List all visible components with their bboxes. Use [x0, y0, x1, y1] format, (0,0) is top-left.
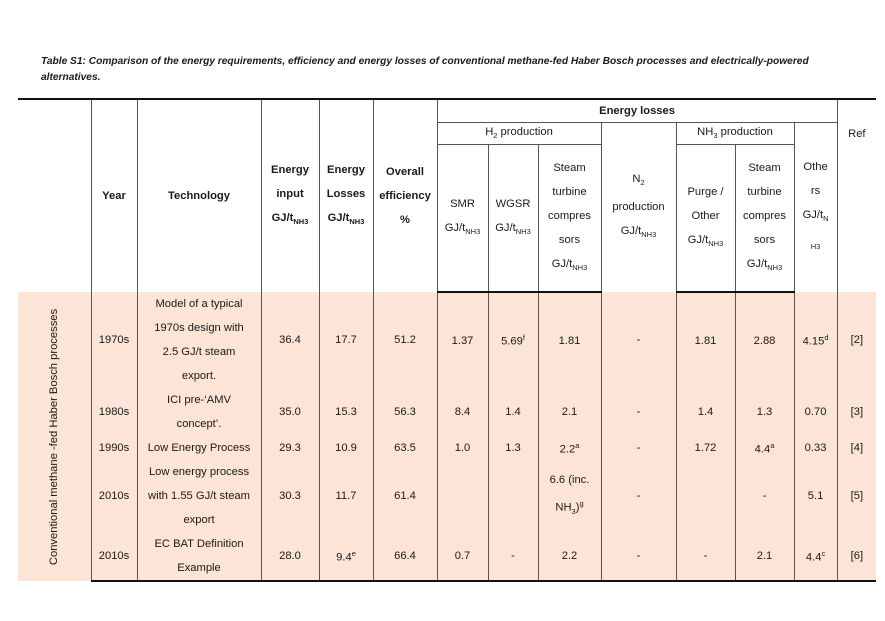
- cell-losses: 17.7: [319, 292, 373, 388]
- cell-others: 5.1: [794, 460, 837, 532]
- table-caption: Table S1: Comparison of the energy requirements, efficiency and energy losses of conventional methane-fed Haber Bosch processes and electrically-powered alternatives.: [41, 56, 809, 83]
- cell-others: 4.15$^d$: [794, 292, 837, 388]
- cell-n2: -: [601, 436, 676, 460]
- cell-losses: 11.7: [319, 460, 373, 532]
- cell-efficiency: 61.4: [373, 460, 437, 532]
- cell-wgsr: 1.3: [488, 436, 538, 460]
- cell-n2: -: [601, 532, 676, 581]
- cell-input: 30.3: [261, 460, 319, 532]
- cell-year: 1970s: [91, 292, 137, 388]
- cell-smr: 1.37: [437, 292, 488, 388]
- cell-steam-h2: 2.1: [538, 388, 601, 436]
- col-wgsr: WGSR $GJ/t_{NH3}$: [488, 144, 538, 292]
- cell-ref: [2]: [837, 292, 876, 388]
- col-smr: SMR $GJ/t_{NH3}$: [437, 144, 488, 292]
- col-energy-input: Energy input $GJ/t_{NH3}$: [261, 99, 319, 292]
- cell-others: 4.4$^c$: [794, 532, 837, 581]
- col-purge: Purge / Other $GJ/t_{NH3}$: [676, 144, 735, 292]
- col-others: Othe rs $GJ/t_{N H3}$: [794, 122, 837, 292]
- cell-purge: [676, 460, 735, 532]
- cell-wgsr: 5.69$^f$: [488, 292, 538, 388]
- cell-purge: 1.72: [676, 436, 735, 460]
- cell-year: 2010s: [91, 532, 137, 581]
- col-year: Year: [91, 99, 137, 292]
- cell-purge: 1.81: [676, 292, 735, 388]
- table-row: [18, 292, 876, 388]
- cell-steam-h2: 6.6 (inc. $NH_3)^g$: [538, 460, 601, 532]
- col-ref: Ref: [837, 99, 876, 292]
- cell-n2: -: [601, 460, 676, 532]
- col-steam-h2: Steam turbine compres sors $GJ/t_{NH3}$: [538, 144, 601, 292]
- cell-steam-nh3: 2.88: [735, 292, 794, 388]
- energy-table: [18, 98, 876, 582]
- cell-efficiency: 63.5: [373, 436, 437, 460]
- cell-technology: Low energy process with 1.55 GJ/t steam export: [137, 460, 261, 532]
- cell-n2: -: [601, 292, 676, 388]
- cell-others: 0.33: [794, 436, 837, 460]
- cell-ref: [6]: [837, 532, 876, 581]
- col-steam-nh3: Steam turbine compres sors $GJ/t_{NH3}$: [735, 144, 794, 292]
- cell-others: 0.70: [794, 388, 837, 436]
- group-header-cell: [18, 99, 91, 292]
- cell-efficiency: 51.2: [373, 292, 437, 388]
- cell-technology: Model of a typical 1970s design with 2.5 GJ/t steam export.: [137, 292, 261, 388]
- cell-steam-nh3: 4.4$^a$: [735, 436, 794, 460]
- cell-steam-h2: 2.2$^a$: [538, 436, 601, 460]
- cell-purge: 1.4: [676, 388, 735, 436]
- cell-input: 28.0: [261, 532, 319, 581]
- cell-technology: EC BAT Definition Example: [137, 532, 261, 581]
- col-overall-efficiency: Overall efficiency %: [373, 99, 437, 292]
- col-technology: Technology: [137, 99, 261, 292]
- table-row: [18, 532, 876, 581]
- cell-steam-nh3: 2.1: [735, 532, 794, 581]
- cell-year: 1980s: [91, 388, 137, 436]
- cell-wgsr: 1.4: [488, 388, 538, 436]
- table-row: [18, 436, 876, 460]
- cell-steam-nh3: -: [735, 460, 794, 532]
- cell-smr: 0.7: [437, 532, 488, 581]
- cell-wgsr: -: [488, 532, 538, 581]
- col-energy-losses: Energy Losses $GJ/t_{NH3}$: [319, 99, 373, 292]
- cell-year: 2010s: [91, 460, 137, 532]
- col-n2-production: $N_2$ production $GJ/t_{NH3}$: [601, 122, 676, 292]
- cell-steam-h2: 1.81: [538, 292, 601, 388]
- table-row: [18, 388, 876, 436]
- h2-production-header: $H_2$ production: [437, 122, 601, 144]
- cell-smr: 8.4: [437, 388, 488, 436]
- cell-purge: -: [676, 532, 735, 581]
- cell-year: 1990s: [91, 436, 137, 460]
- cell-losses: 9.4e: [319, 532, 373, 581]
- nh3-production-header: $NH_3$ production: [676, 122, 794, 144]
- cell-technology: Low Energy Process: [137, 436, 261, 460]
- cell-wgsr: [488, 460, 538, 532]
- cell-n2: -: [601, 388, 676, 436]
- group-label-cell: [18, 292, 91, 581]
- cell-smr: 1.0: [437, 436, 488, 460]
- cell-losses: 15.3: [319, 388, 373, 436]
- cell-ref: [3]: [837, 388, 876, 436]
- cell-steam-h2: 2.2: [538, 532, 601, 581]
- cell-smr: [437, 460, 488, 532]
- cell-input: 36.4: [261, 292, 319, 388]
- group-label: Conventional methane -fed Haber Bosch processes: [48, 308, 61, 565]
- cell-input: 35.0: [261, 388, 319, 436]
- cell-input: 29.3: [261, 436, 319, 460]
- cell-efficiency: 66.4: [373, 532, 437, 581]
- cell-steam-nh3: 1.3: [735, 388, 794, 436]
- table-row: [18, 460, 876, 532]
- cell-efficiency: 56.3: [373, 388, 437, 436]
- cell-technology: ICI pre-‘AMV concept’.: [137, 388, 261, 436]
- cell-losses: 10.9: [319, 436, 373, 460]
- cell-ref: [5]: [837, 460, 876, 532]
- cell-ref: [4]: [837, 436, 876, 460]
- energy-losses-header: Energy losses: [437, 99, 837, 122]
